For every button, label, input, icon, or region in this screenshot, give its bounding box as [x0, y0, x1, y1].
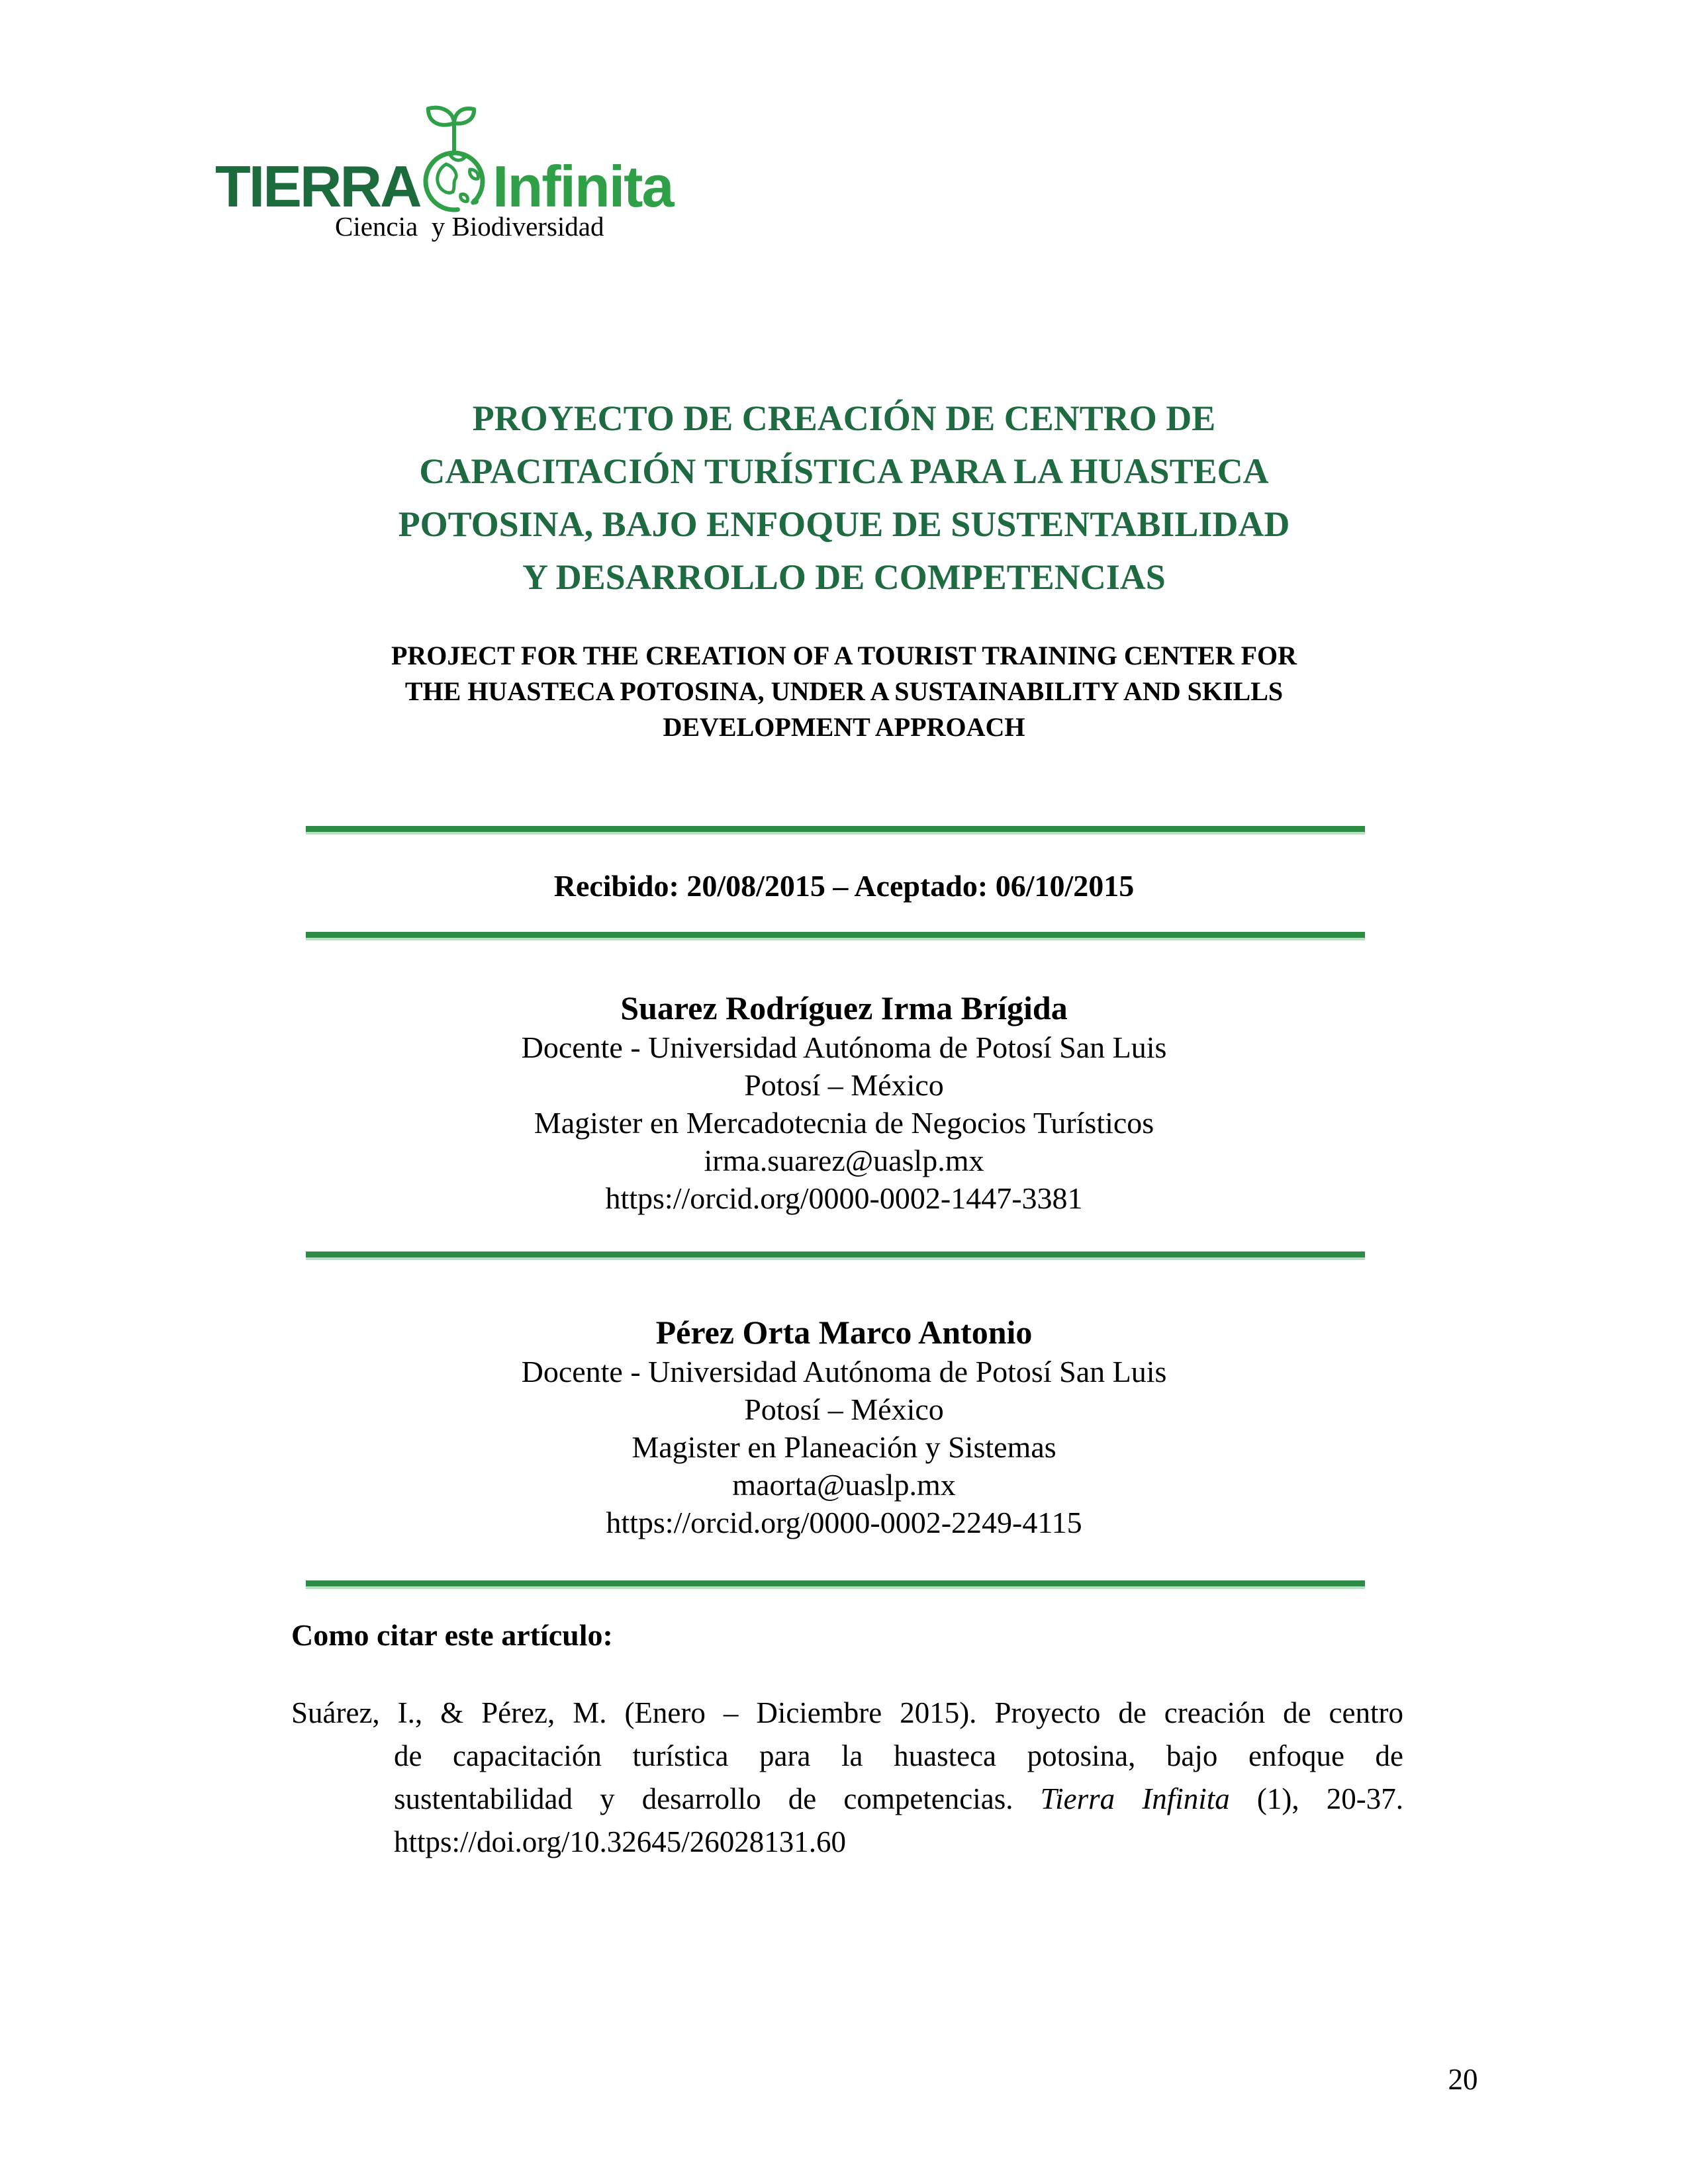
title-en-line-1: PROJECT FOR THE CREATION OF A TOURIST TRAINING CENTER FOR: [391, 641, 1297, 670]
author-2-email: maorta@uaslp.mx: [732, 1468, 956, 1502]
citation-line-3-text: sustentabilidad y desarrollo de competencias.: [394, 1782, 1041, 1815]
author-1-name: Suarez Rodríguez Irma Brígida: [620, 989, 1068, 1026]
author-1-degree: Magister en Mercadotecnia de Negocios Turísticos: [534, 1106, 1154, 1140]
author-2-role: Docente - Universidad Autónoma de Potosí San Luis: [521, 1355, 1167, 1388]
title-es-line-3: POTOSINA, BAJO ENFOQUE DE SUSTENTABILIDAD: [398, 504, 1290, 544]
journal-name-italic: Tierra Infinita: [1040, 1782, 1230, 1815]
globe-sprout-icon: [421, 103, 487, 214]
article-title-spanish: [291, 392, 1397, 604]
citation-block: [291, 1692, 1403, 1864]
author-2-location: Potosí – México: [744, 1392, 944, 1426]
citation-line-3-pages: (1), 20-37.: [1229, 1782, 1403, 1815]
author-1-location: Potosí – México: [744, 1068, 944, 1102]
logo-text-infinita: Infinita: [492, 154, 673, 219]
author-block-2: [291, 1312, 1397, 1541]
title-en-line-2: THE HUASTECA POTOSINA, UNDER A SUSTAINABILITY AND SKILLS: [404, 676, 1284, 706]
author-block-1: [291, 987, 1397, 1217]
section-divider-1: [306, 826, 1365, 835]
title-es-line-2: CAPACITACIÓN TURÍSTICA PARA LA HUASTECA: [419, 451, 1269, 491]
article-title-english: [324, 638, 1364, 745]
section-divider-2: [306, 932, 1365, 940]
citation-heading: Como citar este artículo:: [291, 1618, 613, 1652]
citation-line-3: [291, 1778, 1403, 1821]
citation-line-1: Suárez, I., & Pérez, M. (Enero – Diciembre 2015). Proyecto de creación de centro: [291, 1696, 1403, 1729]
title-es-line-1: PROYECTO DE CREACIÓN DE CENTRO DE: [472, 398, 1216, 438]
title-en-line-3: DEVELOPMENT APPROACH: [663, 712, 1025, 742]
author-2-degree: Magister en Planeación y Sistemas: [632, 1430, 1056, 1464]
author-1-orcid-url: https://orcid.org/0000-0002-1447-3381: [605, 1181, 1083, 1215]
received-accepted-dates: Recibido: 20/08/2015 – Aceptado: 06/10/2015: [553, 869, 1135, 903]
citation-line-2: de capacitación turística para la huasteca potosina, bajo enfoque de: [394, 1739, 1403, 1772]
author-1-email: irma.suarez@uaslp.mx: [704, 1144, 984, 1177]
page-number: 20: [1448, 2063, 1478, 2096]
author-2-orcid-url: https://orcid.org/0000-0002-2249-4115: [606, 1506, 1082, 1539]
author-2-name: Pérez Orta Marco Antonio: [655, 1314, 1033, 1351]
logo-tagline: Ciencia y Biodiversidad: [335, 211, 604, 242]
title-es-line-4: Y DESARROLLO DE COMPETENCIAS: [522, 557, 1166, 597]
logo-text-tierra: TIERRA: [215, 154, 420, 219]
section-divider-4: [306, 1580, 1365, 1589]
citation-doi-url: https://doi.org/10.32645/26028131.60: [394, 1825, 846, 1858]
section-divider-3: [306, 1251, 1365, 1260]
author-1-role: Docente - Universidad Autónoma de Potosí San Luis: [521, 1030, 1167, 1064]
